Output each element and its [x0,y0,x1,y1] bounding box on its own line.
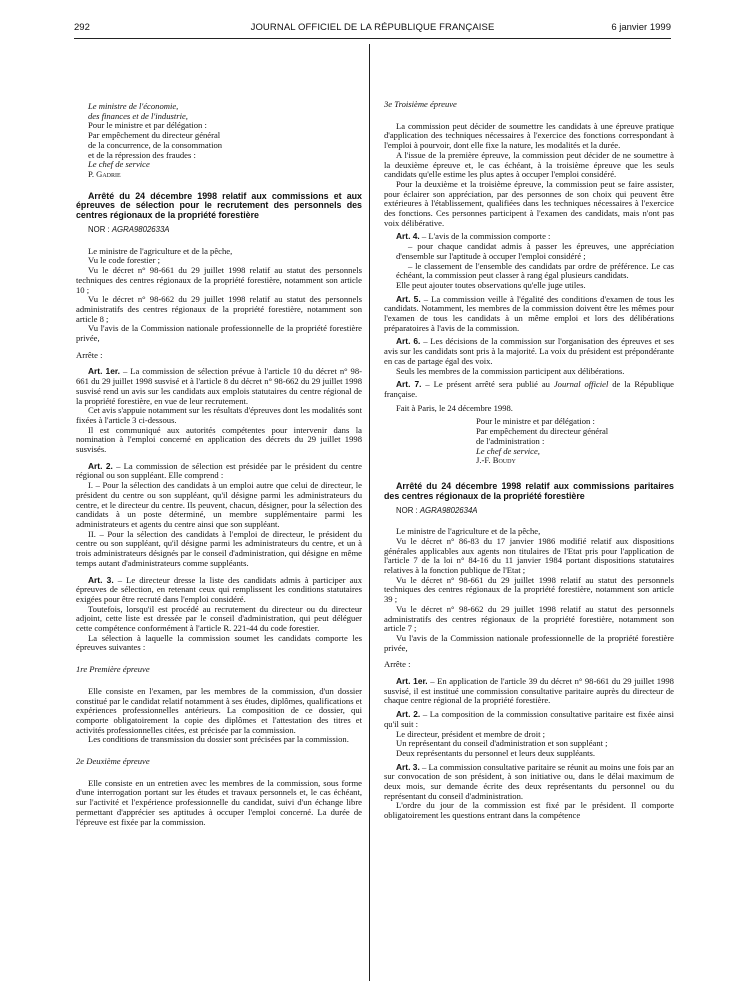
article-text: – La composition de la commission consultative paritaire est fixée ainsi qu'il suit : [384,709,674,729]
signature-block [384,417,674,466]
article-label: Art. 4. [396,231,420,242]
list-item: – le classement de l'ensemble des candidats par ordre de préférence. Le cas échéant, la commission peut classer à rang égal plusieurs candidats. [396,260,674,281]
paragraph: A l'issue de la première épreuve, la commission peut décider de ne soumettre à la deuxième épreuve et, le cas échéant, à la troisième épreuve que les seuls candidats qu'elle estime les plus aptes à occuper l'emploi considéré. [384,149,674,180]
article-text: – La commission veille à l'égalité des conditions d'examen de tous les candidats. Notamment, les membres de la commission doivent être les mêmes pour l'examen de tous les candidats à un même emploi et lors des délibérations préparatoires à l'avis de la commission. [384,293,674,333]
sig-line: des finances et de l'industrie, [88,110,188,121]
paragraph: Les conditions de transmission du dossier sont précisées par la commission. [88,734,349,745]
nor-code: AGRA9802633A [111,225,170,235]
paragraph: Le ministre de l'agriculture et de la pêche, [88,245,233,256]
article-text: – La commission de sélection est présidée par le président du centre régional ou son suppléant. Elle comprend : [76,460,362,481]
paragraph: Vu le décret n° 86-83 du 17 janvier 1986 modifié relatif aux dispositions générales applicables aux agents non titulaires de l'Etat pris pour l'application de l'article 7 de la loi n° 84-16 du 11 janvier 1984 portant dispositions statutaires relatives à la fonction publique de l'Etat ; [384,535,674,576]
paragraph: Le ministre de l'agriculture et de la pêche, [396,526,541,537]
article-text: de la République française. [384,379,674,399]
nor-label: NOR : [88,225,110,235]
sig-line: de la concurrence, de la consommation [88,139,223,150]
article-6 [384,337,674,366]
paragraph: La sélection à laquelle la commission soumet les candidats comporte les épreuves suivantes : [76,632,362,653]
article-2 [76,462,362,481]
journal-name: Journal officiel [553,379,609,390]
sig-line: Le chef de service [88,159,150,170]
paragraph: Vu le décret n° 98-662 du 29 juillet 1998 relatif au statut des personnels administratifs des centres régionaux de la propriété forestière, notamment son article 7 ; [384,603,674,634]
arrete-heading: Arrête : [76,349,103,360]
paragraph: Il est communiqué aux autorités compétentes pour intervenir dans la nomination à l'emploi concerné en application des décrets du 29 juillet 1998 susvisés. [76,424,362,455]
article-3 [384,763,674,802]
article-label: Art. 2. [396,709,421,720]
paragraph: Cet avis s'appuie notamment sur les résultats d'épreuves dont les modalités sont fixées à l'article 3 ci-dessous. [76,405,362,425]
nor-reference [384,506,674,516]
paragraph: Elle consiste en un entretien avec les membres de la commission, sous forme d'une interrogation portant sur les études et travaux personnels et, le cas échéant, sur l'activité et l'expérience professionnelle du candidat, suivi d'un échange libre permettant d'apprécier ses aptitudes à occuper l'emploi concerné. La durée de l'épreuve est fixée par la commission. [76,777,362,827]
sig-line: de l'administration : [476,435,545,446]
column-divider [369,44,370,981]
article-label: Art. 5. [396,293,421,304]
sig-line: Par empêchement du directeur général [476,426,609,437]
article-text: – En application de l'article 39 du décret n° 98-661 du 29 juillet 1998 susvisé, il est institué une commission consultative paritaire auprès du directeur de chaque centre régional de la propriété forestière. [384,676,674,706]
sig-line: Le ministre de l'économie, [88,101,179,111]
sig-line: et de la répression des fraudes : [88,149,196,160]
paragraph: Le directeur, président et membre de droit ; [396,728,546,739]
article-text: – Les décisions de la commission sur l'organisation des épreuves et ses avis sur les candidats sont pris à la majorité. La voix du président est prépondérante en cas de partage égal des voix. [384,336,674,366]
paragraph: La commission peut décider de soumettre les candidats à une épreuve pratique d'application des techniques nécessaires à l'exercice des fonctions correspondant à l'emploi à pourvoir, dont elle fixe la nature, les modalités et la durée. [384,120,674,151]
page-number: 292 [74,22,90,33]
paragraph: Deux représentants du personnel et leurs deux suppléants. [396,747,596,758]
epreuve-1-heading: 1re Première épreuve [76,664,150,675]
paragraph: Vu le code forestier ; [88,255,161,266]
page-header [74,22,671,36]
paragraph: Vu le décret n° 98-661 du 29 juillet 1998 relatif au statut des personnels techniques des centres régionaux de la propriété forestière, notamment son article 10 ; [76,265,362,295]
journal-title: JOURNAL OFFICIEL DE LA RÉPUBLIQUE FRANÇAISE [250,22,495,33]
nor-code: AGRA9802634A [419,505,478,515]
issue-date: 6 janvier 1999 [611,22,671,33]
paragraph: Vu l'avis de la Commission nationale professionnelle de la propriété forestière privée, [384,632,674,653]
paragraph: Toutefois, lorsqu'il est procédé au recrutement du directeur ou du directeur adjoint, cette liste est dressée par le conseil d'administration, qui peut déléguer cette compétence conformément à l'article R. 221-44 du code forestier. [76,603,362,634]
article-label: Art. 1er. [88,366,120,377]
right-column [384,100,674,821]
paragraph: L'ordre du jour de la commission est fixé par le président. Il comporte obligatoirement les questions entrant dans la compétence [384,800,674,821]
article-label: Art. 3. [396,761,420,772]
epreuve-3-heading: 3e Troisième épreuve [384,99,457,109]
article-label: Art. 3. [88,574,114,585]
header-rule [74,38,671,39]
article-1 [76,367,362,406]
article-text: – L'avis de la commission comporte : [419,231,551,242]
epreuve-2-heading: 2e Deuxième épreuve [76,756,150,767]
paragraph: Vu l'avis de la Commission nationale professionnelle de la propriété forestière privée, [76,323,362,344]
article-1 [384,677,674,706]
article-2 [384,710,674,729]
article-text: – La commission consultative paritaire se réunit au moins une fois par an sur convocation de son président, à son initiative ou, dans le délai maximum de deux mois, sur demande écrite des deux représentants du personnel ou du représentant du conseil d'administration. [384,761,674,801]
sig-line: Pour le ministre et par délégation : [88,120,207,131]
signature-block-top [76,102,362,180]
article-label: Art. 7. [396,379,422,390]
paragraph: Vu le décret n° 98-661 du 29 juillet 1998 relatif au statut des personnels techniques des centres régionaux de la propriété forestière, notamment son article 39 ; [384,574,674,605]
left-column [76,96,362,827]
article-label: Art. 2. [88,460,113,471]
paragraph: Pour la deuxième et la troisième épreuve, la commission peut se faire assister, pour éclairer son appréciation, par des personnes de son choix qui peuvent être extérieures à l'établissement, qualifiées dans les techniques nécessaires à l'exercice des fonctions. Ces personnes participent à l'examen des candidats, mais n'ont pas voix délibérative. [384,178,674,228]
article-text: – La commission de sélection prévue à l'article 10 du décret n° 98-661 du 29 juillet 1998 susvisé et à l'article 8 du décret n° 98-662 du 29 juillet 1998 susvisé rend un avis sur les candidats aux emplois statutaires du centre régional de la propriété forestière, en vue de leur recrutement. [76,366,362,406]
paragraph: II. – Pour la sélection des candidats à l'emploi de directeur, le président du centre ou son suppléant, qu'il désigne parmi les administrateurs du centre, et un à trois administrateurs désignés par le conseil d'administration, qui désigne en même temps autant d'administrateurs comme suppléants. [76,528,362,568]
sig-line: Par empêchement du directeur général [88,130,221,141]
paragraph: Elle consiste en l'examen, par les membres de la commission, d'un dossier constitué par le candidat relatif notamment à ses études, diplômes, qualifications et expériences professionnelles antérieurs. La composition de ce dossier, qui comporte obligatoirement la copie des diplômes et l'attestation des titres et activités professionnelles citées, est précisée par la commission. [76,685,362,735]
list-item: – pour chaque candidat admis à passer les épreuves, une appréciation d'ensemble sur l'aptitude à occuper l'emploi considéré ; [396,241,674,261]
sig-line: Pour le ministre et par délégation : [476,416,595,427]
article-7 [384,380,674,399]
paragraph: Un représentant du conseil d'administration et son suppléant ; [396,738,608,749]
arrete-heading: Arrête : [384,659,411,670]
article-label: Art. 6. [396,336,421,347]
decree-title: Arrêté du 24 décembre 1998 relatif aux commissions paritaires des centres régionaux de la propriété forestière [384,480,674,501]
paragraph: Vu le décret n° 98-662 du 29 juillet 1998 relatif au statut des personnels administratifs des centres régionaux de la propriété forestière, notamment son article 8 ; [76,294,362,324]
article-3 [76,576,362,605]
paragraph: I. – Pour la sélection des candidats à un emploi autre que celui de directeur, le président du centre ou son suppléant, qu'il désigne parmi les administrateurs du centre, et le directeur du centre. Ils peuvent, chacun, désigner, pour la sélection des candidats à un poste déterminé, un membre supplémentaire parmi les administrateurs et agents du centre ainsi que son suppléant. [76,480,362,529]
paragraph: Fait à Paris, le 24 décembre 1998. [396,402,513,413]
article-5 [384,295,674,334]
article-label: Art. 1er. [396,676,428,687]
article-text: – Le directeur dresse la liste des candidats admis à participer aux épreuves de sélection, en retenant ceux qui remplissent les conditions statutaires exigées pour être recruté dans l'emploi considéré. [76,574,362,604]
nor-label: NOR : [396,505,418,515]
sig-name: J.-F. Boudy [476,455,516,466]
paragraph: Elle peut ajouter toutes observations qu'elle juge utiles. [396,279,586,290]
nor-reference [76,225,362,235]
sig-name: P. Gadrie [88,168,121,179]
sig-line: Le chef de service, [476,445,540,456]
decree-title: Arrêté du 24 décembre 1998 relatif aux commissions et aux épreuves de sélection pour le recrutement des personnels des centres régionaux de la propriété forestière [76,190,362,221]
article-text: – Le présent arrêté sera publié au [421,379,554,390]
paragraph: Seuls les membres de la commission participent aux délibérations. [396,365,625,376]
